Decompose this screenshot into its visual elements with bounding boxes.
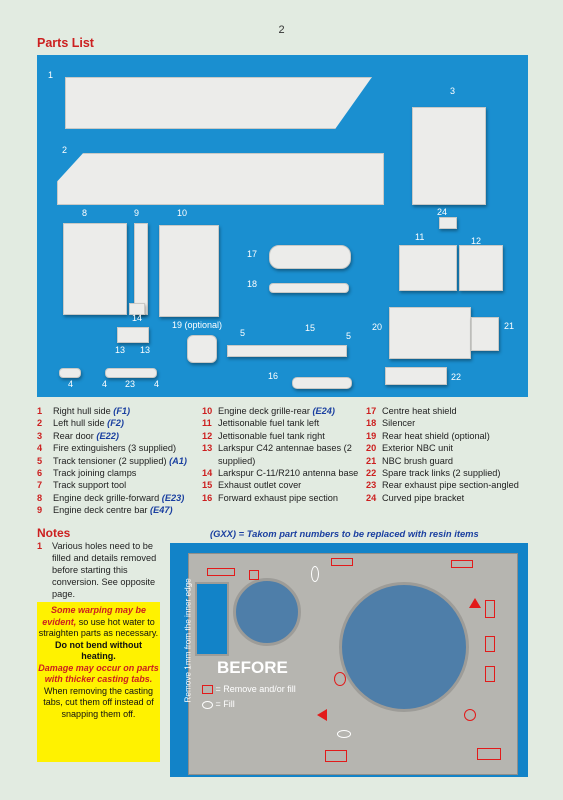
notes-item-number: 1 (37, 541, 43, 551)
parts-list-item: 24 Curved pipe bracket (366, 492, 465, 503)
remove-marker (451, 560, 473, 568)
warning-text-1: so use hot water to straighten parts as necessary. (38, 616, 159, 638)
label-5: 5 (346, 331, 352, 341)
label-8: 8 (82, 208, 88, 218)
notes-item-text: Various holes need to be filled and details removed before starting this conversion. See opposite page. (52, 541, 157, 599)
parts-list-item: 1 Right hull side (F1) (37, 406, 131, 416)
label-12: 12 (471, 236, 482, 246)
legend-fill (202, 699, 235, 709)
fill-triangle-marker (469, 598, 481, 608)
part-20-nbc-unit (389, 307, 471, 359)
part-3-rear-door (412, 107, 486, 205)
parts-list-item: 6 Track joining clamps (37, 468, 137, 479)
parts-list-item: 3 Rear door (E22) (37, 430, 119, 441)
label-24: 24 (437, 207, 448, 217)
label-4: 4 (102, 379, 108, 389)
remove-marker (485, 666, 495, 682)
part-17-heat-shield (269, 245, 351, 269)
part-21-brush-guard (471, 317, 499, 351)
label-22: 22 (451, 372, 462, 382)
warning-red-2: Damage may occur on parts with thicker casting tabs. (38, 662, 159, 684)
label-4: 4 (154, 379, 160, 389)
label-21: 21 (504, 321, 515, 331)
legend-fill-swatch (202, 701, 213, 709)
parts-list-item: 22 Spare track links (2 supplied) (366, 468, 501, 479)
label-11: 11 (415, 232, 425, 242)
parts-list-item: 9 Engine deck centre bar (E47) (37, 505, 173, 516)
part-18-silencer (269, 283, 349, 293)
label-16: 16 (268, 371, 279, 381)
label-2: 2 (62, 145, 68, 155)
parts-list-item: 7 Track support tool (37, 480, 127, 491)
label-23: 23 (125, 379, 136, 389)
vertical-note: Remove 1mm from the inner edge (183, 578, 193, 703)
label-13: 13 (115, 345, 126, 355)
remove-marker (325, 750, 347, 762)
parts-list-item: 20 Exterior NBC unit (366, 443, 453, 454)
fill-marker (337, 730, 351, 738)
parts-list-item: 13 Larkspur C42 antennae bases (2 supplied) (202, 443, 352, 466)
page-number: 2 (278, 24, 285, 36)
fill-triangle-marker (317, 709, 327, 721)
remove-marker (477, 748, 501, 760)
part-8-grille-forward (63, 223, 127, 315)
label-15: 15 (305, 323, 316, 333)
turret-ring-opening (339, 582, 469, 712)
legend-remove-text: = Remove and/or fill (215, 684, 296, 694)
parts-list-item: 11 Jettisonable fuel tank left (202, 418, 320, 429)
parts-list-item: 5 Track tensioner (2 supplied) (A1) (37, 455, 187, 466)
parts-list-item: 23 Rear exhaust pipe section-angled (366, 480, 519, 491)
parts-list-item: 10 Engine deck grille-rear (E24) (202, 406, 335, 416)
hatch-opening-left (233, 578, 301, 646)
section-title: Parts List (37, 36, 94, 50)
label-14: 14 (132, 313, 143, 323)
part-22-track-links (385, 367, 447, 385)
parts-list-column-2 (202, 405, 367, 504)
remove-marker (207, 568, 235, 576)
part-4-fire-extinguisher (59, 368, 81, 378)
parts-list-column-1 (37, 405, 202, 517)
gxx-note: (GXX) = Takom part numbers to be replaced with resin items (210, 528, 479, 539)
warning-box (37, 602, 160, 762)
parts-list-item: 21 NBC brush guard (366, 455, 453, 466)
label-1: 1 (48, 70, 54, 80)
part-2-left-hull-side (57, 153, 384, 205)
before-label: BEFORE (217, 658, 288, 677)
part-11-fuel-tank-left (399, 245, 457, 291)
before-photo (170, 543, 528, 777)
part-24-bracket (439, 217, 457, 229)
fill-marker-red (334, 672, 346, 686)
left-recess (195, 582, 229, 656)
label-3: 3 (450, 86, 456, 96)
parts-list-item: 12 Jettisonable fuel tank right (202, 430, 325, 441)
part-10-grille-rear (159, 225, 219, 317)
label-18: 18 (247, 279, 258, 289)
label-4: 4 (68, 379, 74, 389)
part-1-right-hull-side (65, 77, 372, 129)
legend-remove-swatch (202, 685, 213, 694)
parts-list-item: 14 Larkspur C-11/R210 antenna base (202, 468, 359, 479)
part-19-rear-heat-shield (187, 335, 217, 363)
remove-marker (331, 558, 353, 566)
parts-list-column-3 (366, 405, 531, 504)
parts-photo (37, 55, 528, 397)
fill-marker (311, 566, 319, 582)
part-5-15-exhaust-sprue (227, 345, 347, 357)
parts-list-item: 4 Fire extinguishers (3 supplied) (37, 443, 177, 454)
part-9-centre-bar (134, 223, 148, 315)
remove-marker (485, 600, 495, 618)
remove-marker (485, 636, 495, 652)
remove-marker (249, 570, 259, 580)
label-5: 5 (240, 328, 246, 338)
label-20: 20 (372, 322, 383, 332)
label-19: 19 (optional) (172, 320, 223, 330)
notes-item (37, 540, 167, 600)
parts-list-item: 19 Rear heat shield (optional) (366, 430, 490, 441)
warning-red-1: Some warping may be evident, (42, 605, 147, 627)
label-13: 13 (140, 345, 151, 355)
part-12-fuel-tank-right (459, 245, 503, 291)
parts-list-item: 16 Forward exhaust pipe section (202, 492, 339, 503)
parts-list-item: 2 Left hull side (F2) (37, 418, 124, 429)
label-17: 17 (247, 249, 258, 259)
label-10: 10 (177, 208, 188, 218)
parts-list-item: 18 Silencer (366, 418, 416, 429)
part-16-exhaust-pipe (292, 377, 352, 389)
legend-remove (202, 684, 296, 694)
parts-list-item: 8 Engine deck grille-forward (E23) (37, 492, 185, 503)
part-4-fire-extinguisher (105, 368, 157, 378)
legend-fill-text: = Fill (215, 699, 235, 709)
fill-marker-red (464, 709, 476, 721)
warning-bold: Do not bend without heating. (55, 639, 142, 661)
label-9: 9 (134, 208, 140, 218)
part-13-antenna-bases (117, 327, 149, 343)
parts-list-item: 15 Exhaust outlet cover (202, 480, 302, 491)
warning-text-2: When removing the casting tabs, cut them off instead of snapping them off. (43, 685, 154, 719)
parts-list-item: 17 Centre heat shield (366, 406, 457, 416)
notes-title: Notes (37, 526, 71, 540)
